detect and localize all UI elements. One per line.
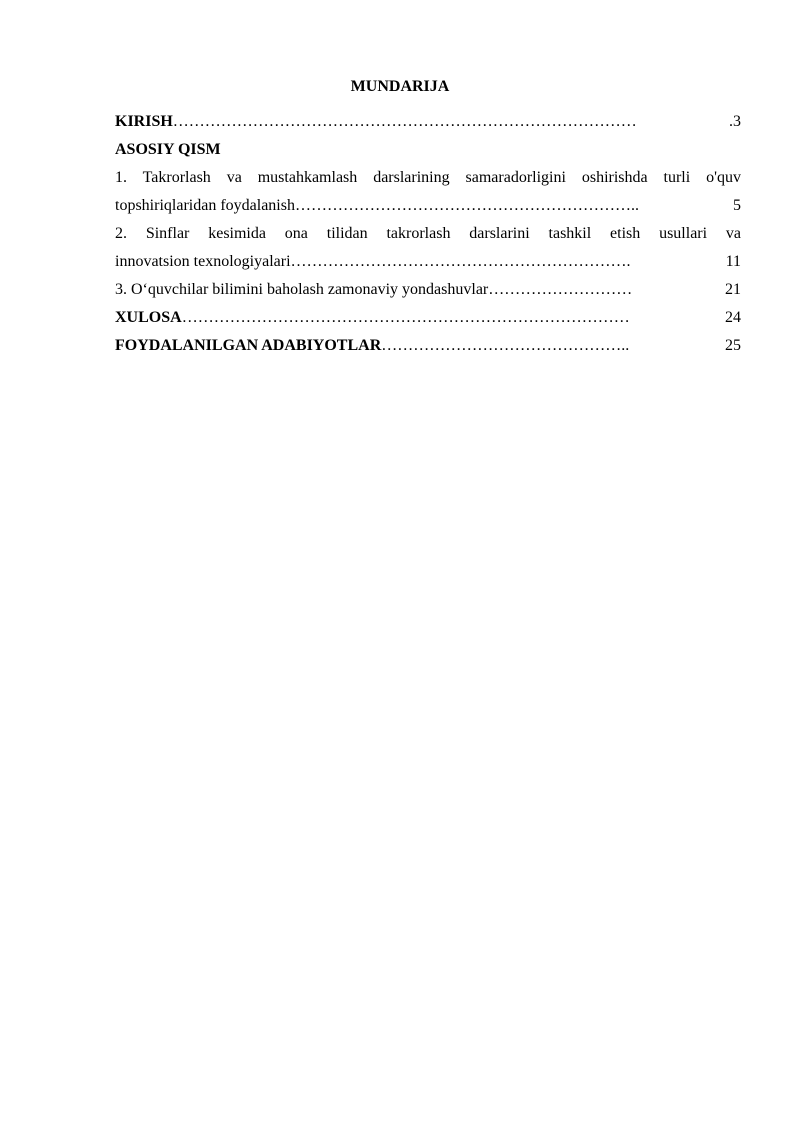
toc-page-number: .3 <box>729 113 741 130</box>
toc-entry-label: FOYDALANILGAN ADABIYOTLAR <box>115 337 382 354</box>
toc-page-number: 21 <box>725 281 741 298</box>
toc-entry-1[interactable] <box>115 192 741 220</box>
toc-leader-dots: ……………………… <box>488 281 633 298</box>
toc-entry-2-line1[interactable]: 2. Sinflar kesimida ona tilidan takrorlash darslarini tashkil etish usullari va <box>115 225 741 242</box>
toc-page-number: 24 <box>725 309 741 326</box>
toc-page-number: 11 <box>725 253 741 270</box>
toc-entry-adabiyot[interactable] <box>115 332 741 360</box>
toc-entry-kirish[interactable] <box>115 108 741 136</box>
toc-entry-label: KIRISH <box>115 113 173 130</box>
toc-leader-dots: ……………………………………….. <box>381 337 630 354</box>
toc-entry-3[interactable] <box>115 276 741 304</box>
toc-entry-label: XULOSA <box>115 309 182 326</box>
toc-entry-label: 3. O‘quvchilar bilimini baholash zamonaviy yondashuvlar <box>115 281 489 298</box>
toc-leader-dots: ………………………………………………………………………… <box>181 309 630 326</box>
toc-title: MUNDARIJA <box>350 78 450 95</box>
toc-leader-dots: …………………………………………………………………………… <box>172 113 637 130</box>
toc-leader-dots: ………………………………………………………. <box>290 253 631 270</box>
toc-page-number: 25 <box>725 337 741 354</box>
toc-entry-1-line1[interactable]: 1. Takrorlash va mustahkamlash darslarining samaradorligini oshirishda turli o'quv <box>115 169 741 186</box>
toc-entry-label: innovatsion texnologiyalari <box>115 253 291 270</box>
toc-entry-label: topshiriqlaridan foydalanish <box>115 197 295 214</box>
table-of-contents <box>115 108 741 360</box>
toc-page-number: 5 <box>733 197 741 214</box>
toc-entry-xulosa[interactable] <box>115 304 741 332</box>
toc-leader-dots: ……………………………………………………….. <box>294 197 639 214</box>
toc-entry-2[interactable] <box>115 248 741 276</box>
toc-section-heading: ASOSIY QISM <box>115 141 221 158</box>
